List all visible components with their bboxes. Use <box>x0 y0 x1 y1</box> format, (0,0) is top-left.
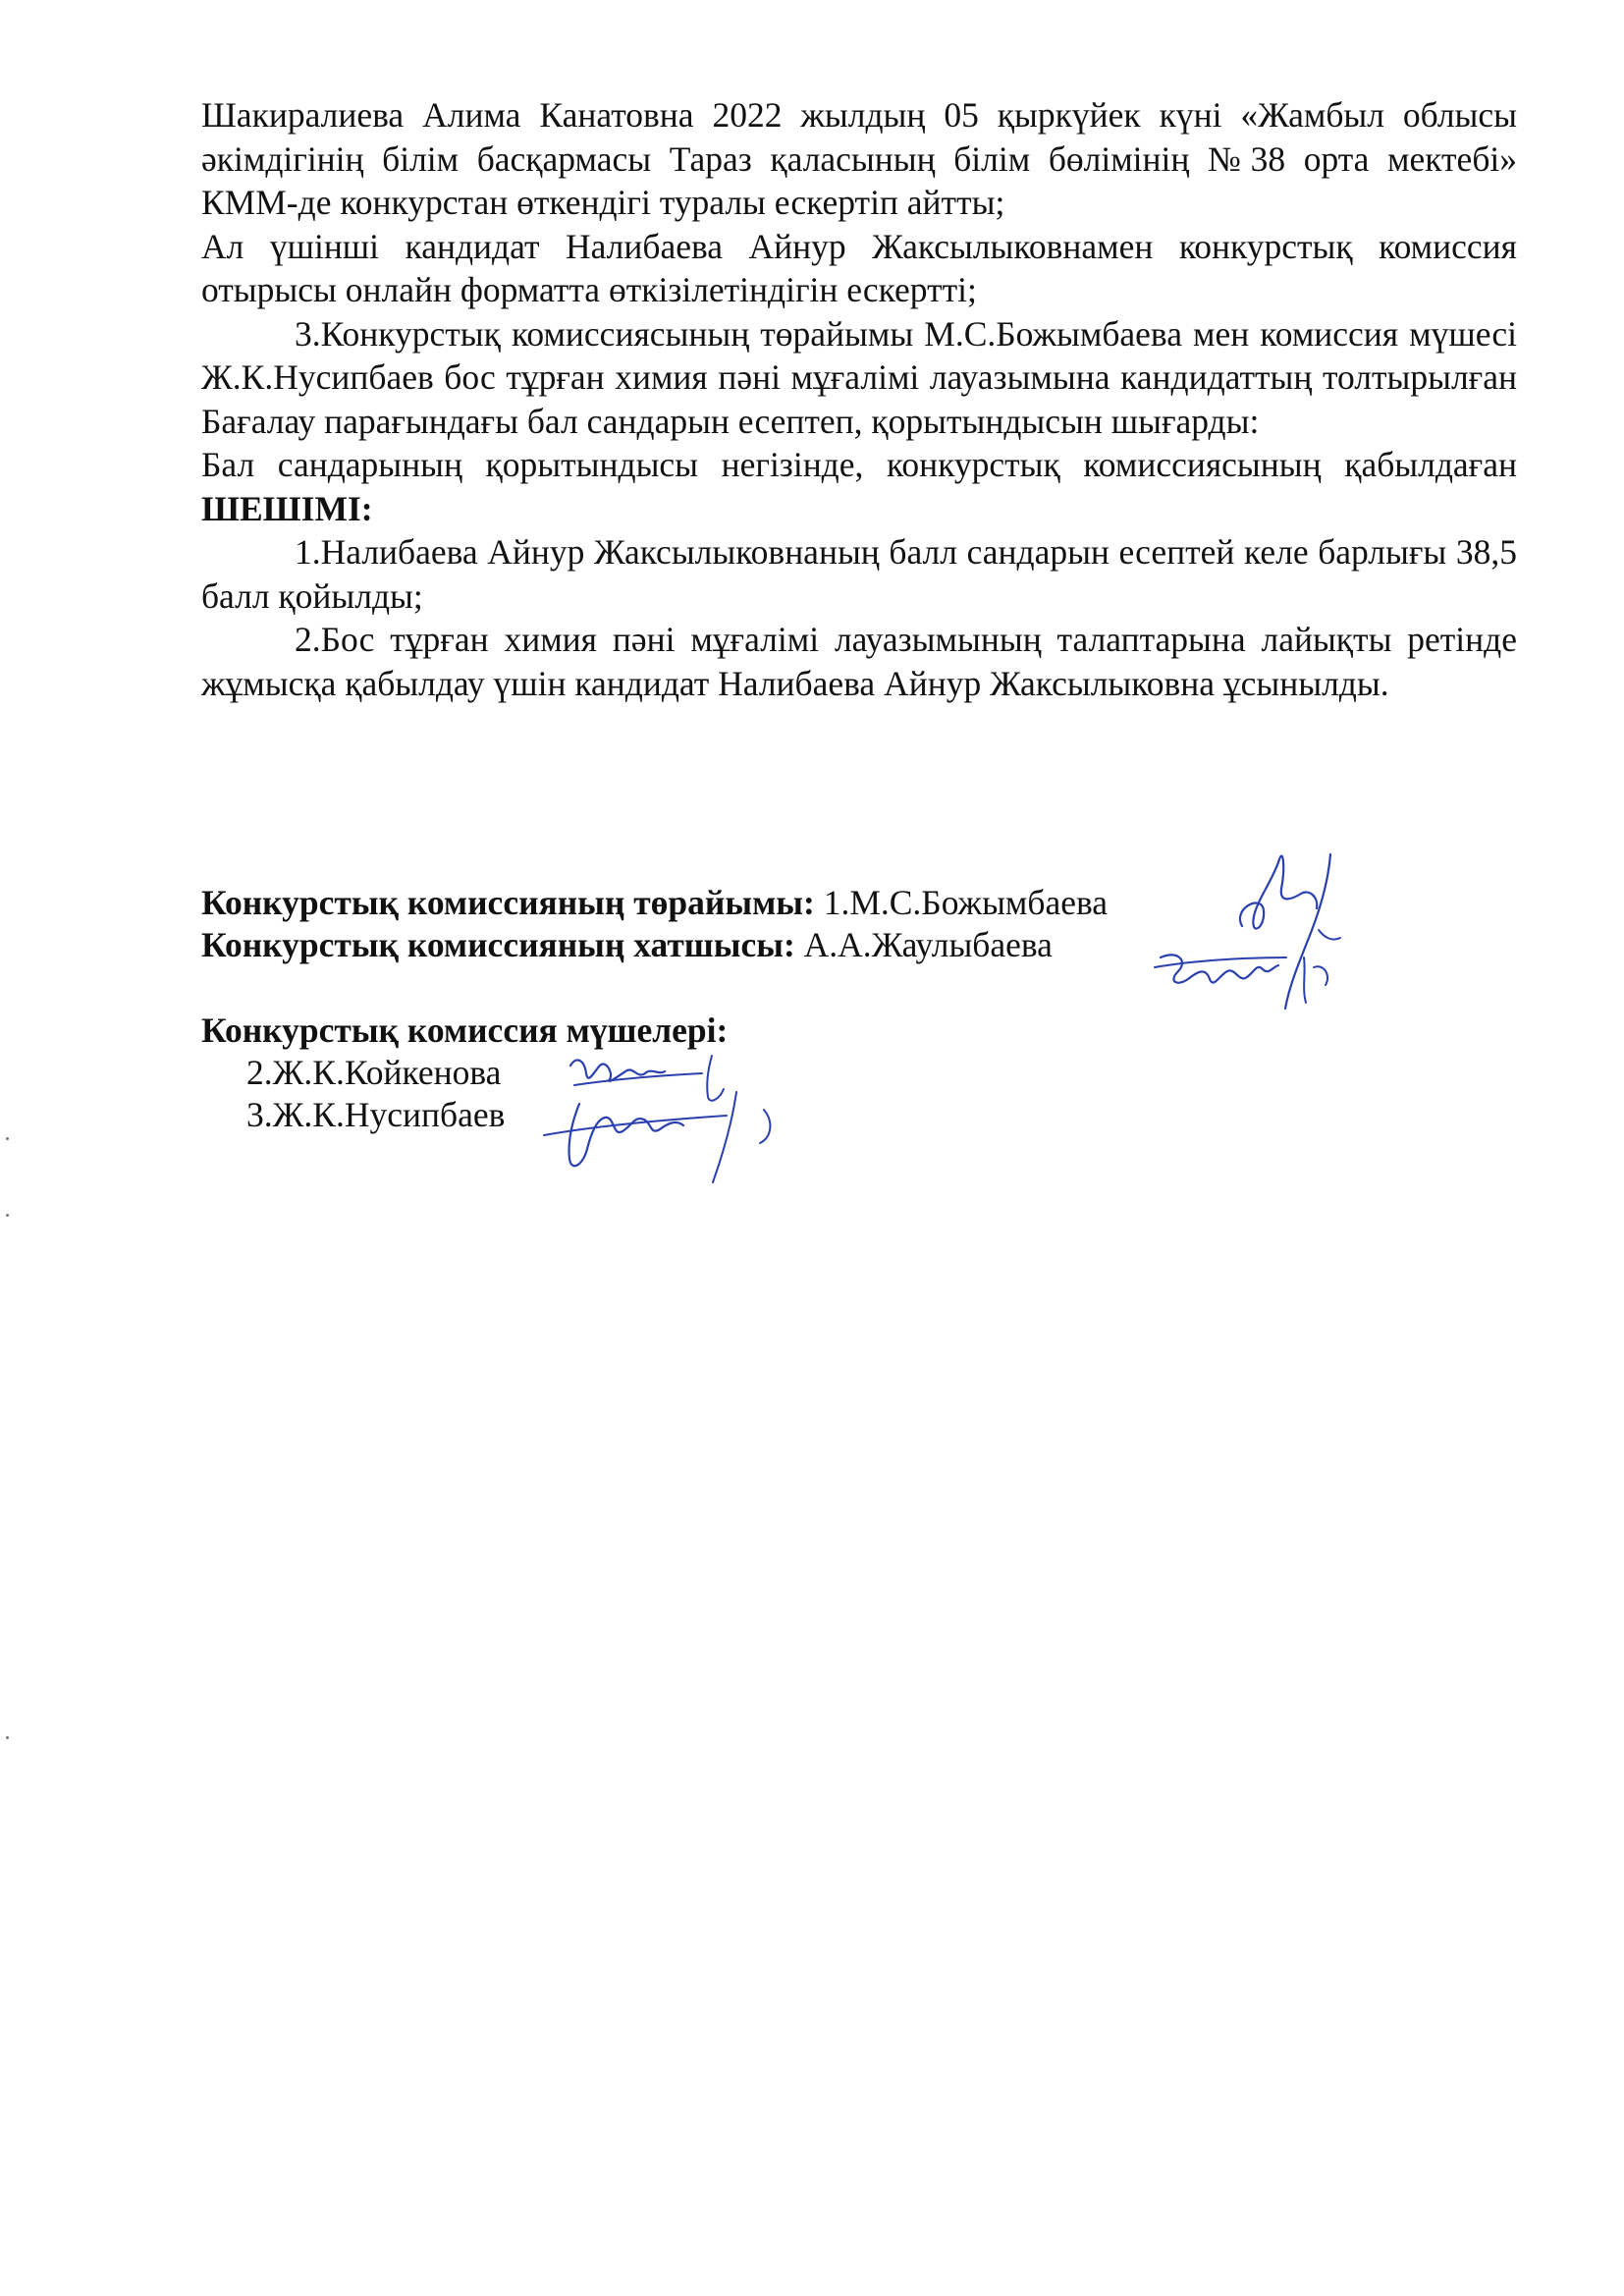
scan-speck-3 <box>6 1736 9 1739</box>
paragraph-4 <box>201 443 1517 530</box>
paragraph-4-text: Бал сандарының қорытындысы негізінде, конкурстық комиссиясының қабылдаған <box>201 445 1517 484</box>
secretary-label: Конкурстық комиссияның хатшысы: <box>201 925 795 964</box>
member-1: 2.Ж.К.Койкенова <box>246 1053 502 1092</box>
member-2-signature <box>540 1080 815 1188</box>
chair-name: 1.М.С.Божымбаева <box>814 883 1109 922</box>
paragraph-1: Шакиралиева Алима Канатовна 2022 жылдың 05 қыркүйек күні «Жамбыл облысы әкімдігінің білім басқармасы Тараз қаласының білім бөлімінің №38 орта мектебі» КММ-де конкурстан өткендігі туралы ескертіп айтты; <box>201 95 1517 222</box>
document-body <box>201 93 1517 705</box>
member-2: 3.Ж.К.Нусипбаев <box>246 1095 506 1134</box>
paragraph-6: 2.Бос тұрған химия пәні мұғалімі лауазымының талаптарына лайықты ретінде жұмысқа қабылдау үшін кандидат Налибаева Айнур Жаксылыковна ұсынылды. <box>201 620 1517 703</box>
paragraph-2: Ал үшінші кандидат Налибаева Айнур Жаксылыковнамен конкурстық комиссия отырысы онлайн форматта өткізілетіндігін ескертті; <box>201 226 1517 309</box>
scan-speck-2 <box>6 1214 9 1217</box>
chair-label: Конкурстық комиссияның төрайымы: <box>201 883 815 922</box>
paragraph-3: 3.Конкурстық комиссиясының төрайымы М.С.Божымбаева мен комиссия мүшесі Ж.К.Нусипбаев бос тұрған химия пәні мұғалімі лауазымына кандидаттың толтырылған Бағалау парағындағы бал сандарын есептеп, қорытындысын шығарды: <box>201 313 1517 441</box>
paragraph-5: 1.Налибаева Айнур Жаксылыковнаның балл сандарын есептей келе барлығы 38,5 балл қойылды; <box>201 532 1517 616</box>
members-label: Конкурстық комиссия мүшелері: <box>201 1011 729 1050</box>
secretary-name: А.А.Жаулыбаева <box>794 925 1053 964</box>
secretary-signature <box>1149 928 1345 1016</box>
scan-speck-1 <box>6 1137 9 1140</box>
decision-heading: ШЕШІМІ: <box>201 488 373 528</box>
